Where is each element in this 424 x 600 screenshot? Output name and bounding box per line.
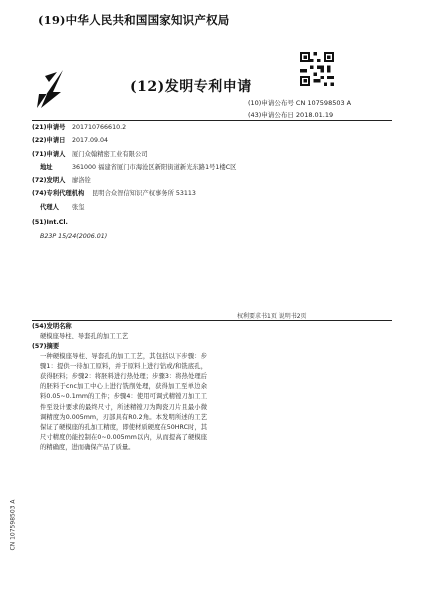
agency-label: (74)专利代理机构: [32, 190, 85, 198]
document-type-title: (12)发明专利申请: [130, 79, 252, 95]
publication-number: [248, 98, 351, 107]
agent-label: 代理人: [40, 203, 59, 211]
qr-code-icon: [300, 52, 334, 86]
application-date-row: [32, 136, 282, 146]
applicant-row: [32, 150, 282, 160]
agency-row: [32, 189, 282, 199]
abstract-body: [32, 352, 207, 453]
address-label: 地址: [40, 163, 53, 171]
invention-title: 硬模座导柱、导套孔的加工工艺: [40, 333, 129, 341]
side-publication-number-text: CN 107598503 A: [9, 499, 17, 551]
agent-row: [32, 203, 282, 213]
ipc-class-row: [32, 232, 282, 242]
bibliographic-data: [32, 123, 282, 245]
ipc-row: [32, 218, 282, 228]
ipc-class-value: B23P 15/24(2006.01): [40, 232, 108, 240]
publication-date-value: 2018.01.19: [295, 111, 334, 119]
abstract-label: (57)摘要: [32, 343, 60, 351]
address-value: 361000 福建省厦门市海沧区新阳街道新光东路1号1楼C区: [72, 163, 237, 171]
application-number-row: [32, 123, 282, 133]
page-count-note: 权利要求书1页 说明书2页: [237, 313, 307, 320]
patent-office-emblem-icon: [35, 68, 65, 110]
abstract-divider: [32, 320, 392, 321]
publication-date: [248, 110, 333, 119]
agency-value: 昆明合众智信知识产权事务所 53113: [92, 190, 196, 198]
application-date-label: (22)申请日: [32, 137, 66, 145]
application-number-label: (21)申请号: [32, 124, 66, 131]
side-publication-number: [4, 470, 22, 580]
address-row: [32, 163, 282, 173]
application-number-value: 201710766610.2: [72, 124, 127, 131]
ipc-label: (51)Int.Cl.: [32, 219, 68, 227]
abstract-text: 一种硬模座导柱、导套孔的加工工艺，其包括以下步骤：步骤1：提供一待加工原料，并于原料上进行钻或/和铣底孔，获得胚料；步骤2：将胚料进行热处理；步骤3：将热处理后的胚料于cnc加工中心上进行铣削处理，获得加工至单边余料0.05~0.1mm的工件；步骤4：使用可调式精镗刀加工工件至设计要求的最终尺寸，所述精镗刀为陶瓷刀片且最小微调精度为0.005mm，刃部具有R0.2角。本发明所述的工艺保证了硬模座的孔加工精度，即使材质硬度在50HRC时，其尺寸精度仍能控制在0~0.005mm以内，从而提高了硬模座的精确度，进而确保产品了质量。: [40, 353, 207, 451]
applicant-label: (71)申请人: [32, 150, 66, 158]
publication-number-label: (10)申请公布号: [248, 99, 294, 107]
publication-number-value: CN 107598503 A: [295, 99, 352, 107]
inventor-label: (72)发明人: [32, 177, 66, 184]
agent-value: 张玺: [72, 203, 85, 211]
office-name: (19)中华人民共和国国家知识产权局: [38, 13, 230, 27]
publication-date-label: (43)申请公布日: [248, 111, 294, 119]
inventor-row: [32, 176, 282, 186]
application-date-value: 2017.09.04: [72, 137, 109, 145]
applicant-value: 厦门众翰精密工业有限公司: [72, 150, 148, 158]
abstract-section: [32, 322, 207, 453]
header-divider: [32, 120, 392, 121]
inventor-value: 廖洛铨: [72, 177, 91, 184]
invention-title-label: (54)发明名称: [32, 323, 72, 330]
